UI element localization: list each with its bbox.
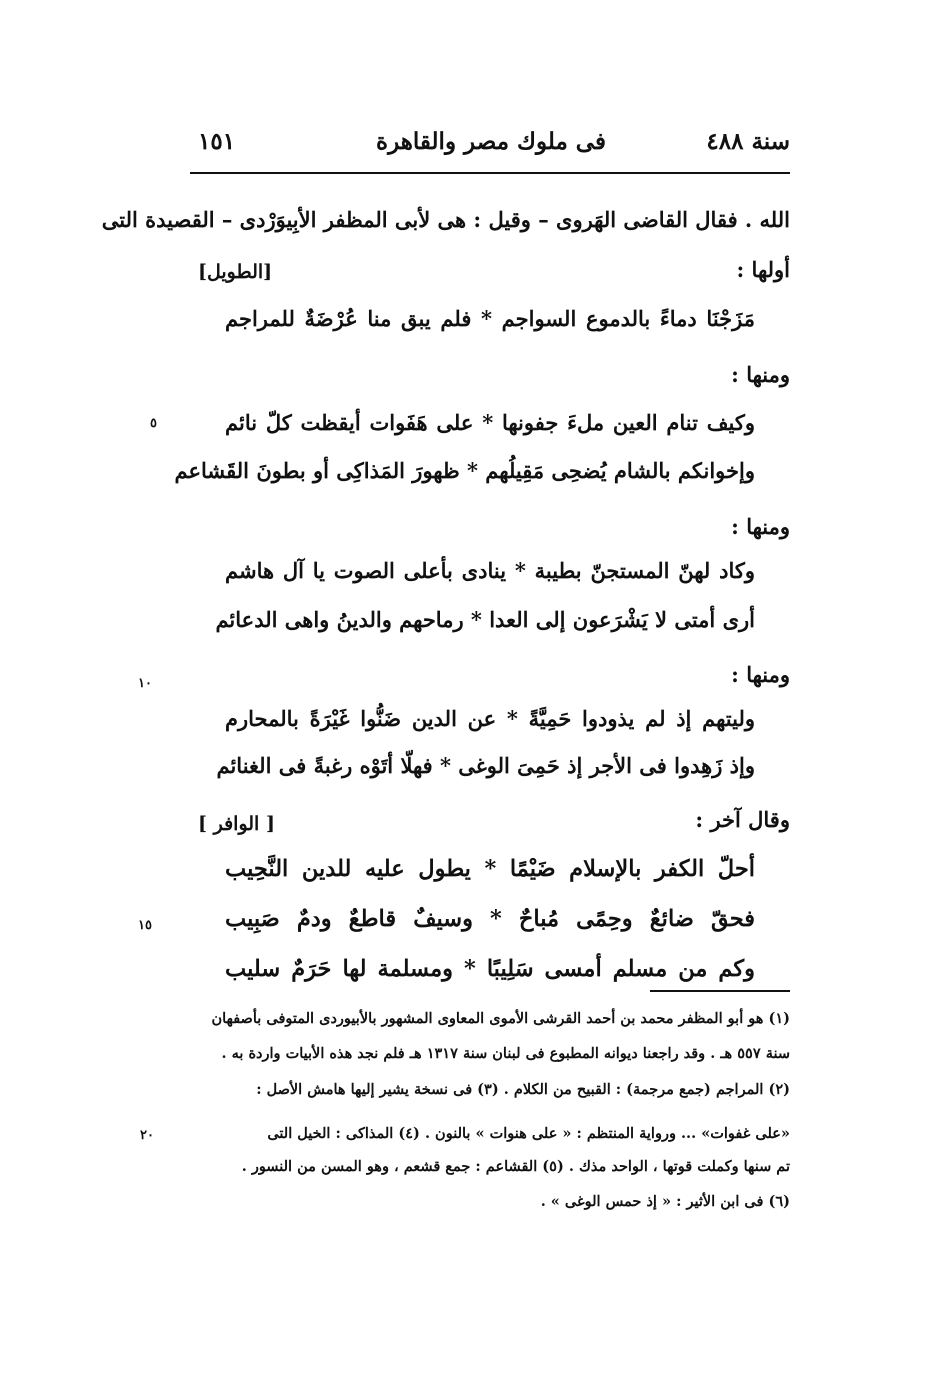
footnote-6: (٦) فى ابن الأثير : « إذ حمس الوغى » . xyxy=(540,1193,790,1210)
verse-4: وكاد لهنّ المستجنّ بطيبة * ينادى بأعلى الصوت يا آل هاشم xyxy=(225,558,755,583)
margin-line-15: ١٥ xyxy=(138,918,152,933)
verse-7: وإذ زَهِدوا فى الأجر إذ حَمِىَ الوغى * فهلّا أتَوْه رغبةً فى الغنائم xyxy=(216,753,755,778)
verse-3: وإخوانكم بالشام يُضحِى مَقِيلُهم * ظهورَ المَذاكِى أو بطونَ القَشاعم xyxy=(174,458,755,483)
footnote-4-5: تم سنها وكملت قوتها ، الواحد مذك . (٥) القشاعم : جمع قشعم ، وهو المسن من النسور . xyxy=(241,1158,790,1175)
minha-heading-1: ومنها : xyxy=(731,362,790,387)
verse-9: فحقّ ضائعٌ وحِمًى مُباحٌ * وسيفٌ قاطعٌ ودمٌ صَبِيب xyxy=(225,906,755,932)
verse-10: وكم من مسلم أمسى سَلِيبًا * ومسلمة لها حَرَمٌ سليب xyxy=(225,956,755,982)
footnote-2-3: (٢) المراجم (جمع مرجمة) : القبيح من الكلام . (٣) فى نسخة يشير إليها هامش الأصل : xyxy=(256,1081,790,1098)
year-label: سنة ٤٨٨ xyxy=(706,128,790,155)
verse-2: وكيف تنام العين ملءَ جفونها * على هَفَوات أيقظت كلّ نائم xyxy=(225,410,755,435)
margin-line-20: ٢٠ xyxy=(140,1128,154,1143)
verse-5: أرى أمتى لا يَشْرَعون إلى العدا * رماحهم والدينُ واهى الدعائم xyxy=(215,607,755,632)
verse-8: أحلّ الكفر بالإسلام ضَيْمًا * يطول عليه للدين النَّحِيب xyxy=(225,856,755,882)
minha-heading-2: ومنها : xyxy=(731,514,790,539)
verse-6: وليتهم إذ لم يذودوا حَمِيَّةً * عن الدين ضَنُّوا غَيْرَةً بالمحارم xyxy=(225,706,755,731)
minha-heading-3: ومنها : xyxy=(731,662,790,687)
page-header xyxy=(192,118,790,168)
intro-line-1: الله . فقال القاضى الهَروى – وقيل : هى لأبى المظفر الأبِيوَرْدى – القصيدة التى xyxy=(101,207,790,232)
intro-line-2: أولها : xyxy=(736,257,790,282)
margin-line-5: ٥ xyxy=(150,416,157,431)
page-number: ١٥١ xyxy=(198,128,236,155)
running-title: فى ملوك مصر والقاهرة xyxy=(376,128,606,155)
footnote-rule xyxy=(650,990,790,992)
meter-tawil: [الطويل] xyxy=(198,261,273,283)
footnote-1b: سنة ٥٥٧ هـ . وقد راجعنا ديوانه المطبوع فى لبنان سنة ١٣١٧ هـ فلم نجد هذه الأبيات واردة به . xyxy=(221,1045,790,1062)
qala-akhar-heading: وقال آخر : xyxy=(695,807,790,832)
footnote-3-4: «على غفوات» ... ورواية المنتظم : « على هنوات » بالنون . (٤) المذاكى : الخيل التى xyxy=(267,1125,790,1142)
footnote-1a: (١) هو أبو المظفر محمد بن أحمد القرشى الأموى المعاوى المشهور بالأبيوردى المتوفى بأصفهان xyxy=(211,1010,790,1027)
header-rule xyxy=(190,172,790,174)
margin-line-10: ١٠ xyxy=(138,676,152,691)
verse-1: مَزَجْنَا دماءً بالدموع السواجم * فلم يبق منا عُرْضَةٌ للمراجم xyxy=(225,306,755,331)
meter-wafir: [ الوافر ] xyxy=(198,813,275,835)
